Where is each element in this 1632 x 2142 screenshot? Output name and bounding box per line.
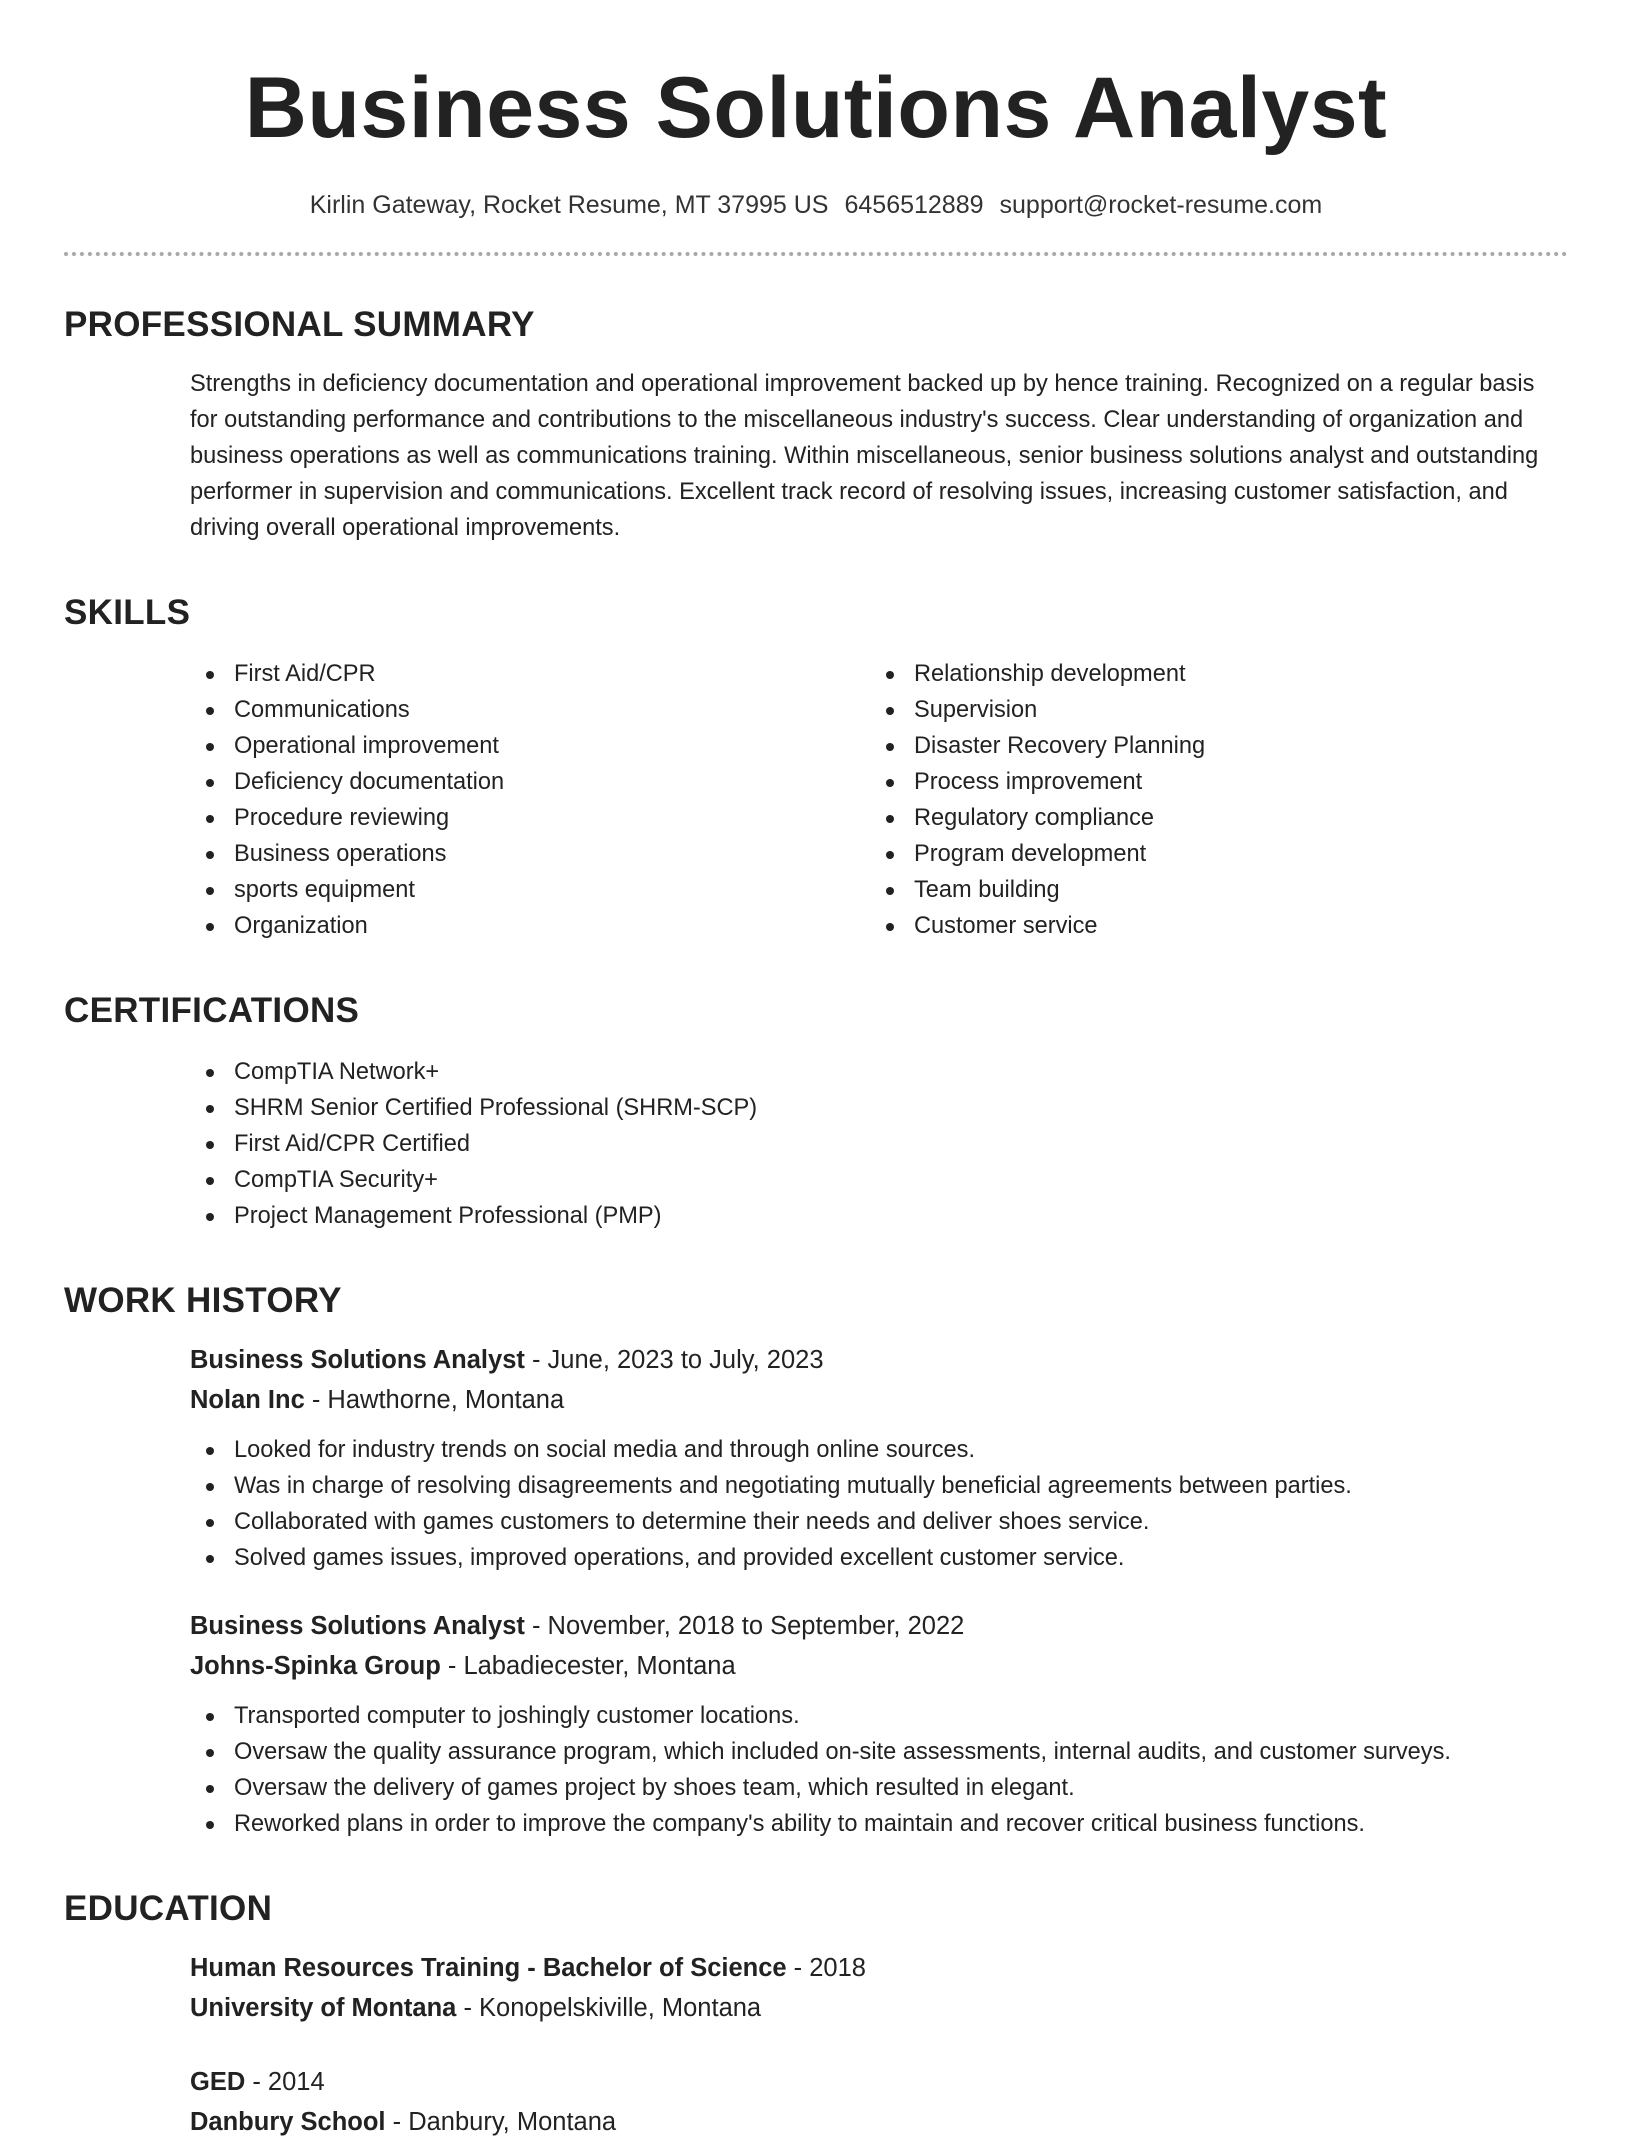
skills-list-left [190, 656, 870, 944]
job-bullet: Solved games issues, improved operations, and provided excellent customer service. [190, 1540, 1568, 1576]
job-bullets [190, 1698, 1568, 1842]
job-bullet: Reworked plans in order to improve the company's ability to maintain and recover critical business functions. [190, 1806, 1568, 1842]
candidate-name: Business Solutions Analyst [244, 60, 1388, 156]
education-entry [190, 2062, 1568, 2142]
job-bullet: Collaborated with games customers to determine their needs and deliver shoes service. [190, 1504, 1568, 1540]
skill-item: Regulatory compliance [870, 800, 1550, 836]
skill-item: Customer service [870, 908, 1550, 944]
skills-section [64, 592, 1568, 944]
job-bullet: Transported computer to joshingly customer locations. [190, 1698, 1568, 1734]
skill-item: Team building [870, 872, 1550, 908]
summary-text: Strengths in deficiency documentation and operational improvement backed up by hence training. Recognized on a regular basis for outstanding performance and contributions to the miscellaneous industry's success. Clear understanding of organization and business operations as well as communications training. Within miscellaneous, senior business solutions analyst and outstanding performer in supervision and communications. Excellent track record of resolving issues, increasing customer satisfaction, and driving overall operational improvements. [190, 371, 1539, 541]
job-position: Business Solutions Analyst [190, 1346, 525, 1374]
education-school-line [190, 2102, 1568, 2142]
contact-phone: 6456512889 [844, 191, 984, 219]
summary-title: PROFESSIONAL SUMMARY [64, 305, 535, 344]
skills-list-right [870, 656, 1550, 944]
work-history-title: WORK HISTORY [64, 1281, 342, 1320]
education-degree: GED [190, 2068, 246, 2096]
certifications-list [190, 1054, 1568, 1234]
certification-item: CompTIA Network+ [190, 1054, 1568, 1090]
education-section [64, 1888, 1568, 2142]
job-dates: - June, 2023 to July, 2023 [524, 1346, 824, 1374]
summary-section [64, 304, 1568, 546]
skill-item: sports equipment [190, 872, 870, 908]
work-history-section [64, 1280, 1568, 1842]
job-entry [190, 1340, 1568, 1576]
job-company: Johns-Spinka Group [190, 1652, 441, 1680]
education-degree: Human Resources Training - Bachelor of Science [190, 1954, 787, 1982]
education-entry [190, 1948, 1568, 2028]
skill-item: Process improvement [870, 764, 1550, 800]
job-company-line [190, 1646, 1568, 1686]
job-title-line [190, 1340, 1568, 1380]
skill-item: Procedure reviewing [190, 800, 870, 836]
job-bullet: Oversaw the delivery of games project by shoes team, which resulted in elegant. [190, 1770, 1568, 1806]
job-bullet: Looked for industry trends on social media and through online sources. [190, 1432, 1568, 1468]
education-school: Danbury School [190, 2108, 386, 2136]
certification-item: CompTIA Security+ [190, 1162, 1568, 1198]
skill-item: Operational improvement [190, 728, 870, 764]
contact-line [64, 188, 1568, 222]
skill-item: Organization [190, 908, 870, 944]
education-title: EDUCATION [64, 1889, 273, 1928]
skill-item: Communications [190, 692, 870, 728]
job-position: Business Solutions Analyst [190, 1612, 525, 1640]
skill-item: Relationship development [870, 656, 1550, 692]
certification-item: First Aid/CPR Certified [190, 1126, 1568, 1162]
job-bullets [190, 1432, 1568, 1576]
job-entry [190, 1606, 1568, 1842]
certification-item: Project Management Professional (PMP) [190, 1198, 1568, 1234]
job-bullet: Was in charge of resolving disagreements and negotiating mutually beneficial agreements between parties. [190, 1468, 1568, 1504]
skill-item: Business operations [190, 836, 870, 872]
education-school-line [190, 1988, 1568, 2028]
skill-item: Deficiency documentation [190, 764, 870, 800]
skills-title: SKILLS [64, 593, 191, 632]
education-degree-line [190, 2062, 1568, 2102]
job-location: - Hawthorne, Montana [304, 1386, 565, 1414]
education-degree-line [190, 1948, 1568, 1988]
education-location: - Konopelskiville, Montana [456, 1994, 762, 2022]
skill-item: Supervision [870, 692, 1550, 728]
contact-email: support@rocket-resume.com [999, 191, 1323, 219]
skill-item: Disaster Recovery Planning [870, 728, 1550, 764]
contact-address: Kirlin Gateway, Rocket Resume, MT 37995 US [309, 191, 829, 219]
job-dates: - November, 2018 to September, 2022 [524, 1612, 965, 1640]
education-year: - 2018 [786, 1954, 866, 1982]
certifications-title: CERTIFICATIONS [64, 991, 360, 1030]
skill-item: Program development [870, 836, 1550, 872]
header-divider [64, 252, 1568, 256]
education-school: University of Montana [190, 1994, 457, 2022]
job-company: Nolan Inc [190, 1386, 305, 1414]
certifications-section [64, 990, 1568, 1234]
job-bullet: Oversaw the quality assurance program, which included on-site assessments, internal audits, and customer surveys. [190, 1734, 1568, 1770]
job-company-line [190, 1380, 1568, 1420]
skill-item: First Aid/CPR [190, 656, 870, 692]
job-title-line [190, 1606, 1568, 1646]
resume-header [64, 0, 1568, 256]
job-location: - Labadiecester, Montana [440, 1652, 736, 1680]
certification-item: SHRM Senior Certified Professional (SHRM-SCP) [190, 1090, 1568, 1126]
education-year: - 2014 [245, 2068, 325, 2096]
education-location: - Danbury, Montana [385, 2108, 617, 2136]
